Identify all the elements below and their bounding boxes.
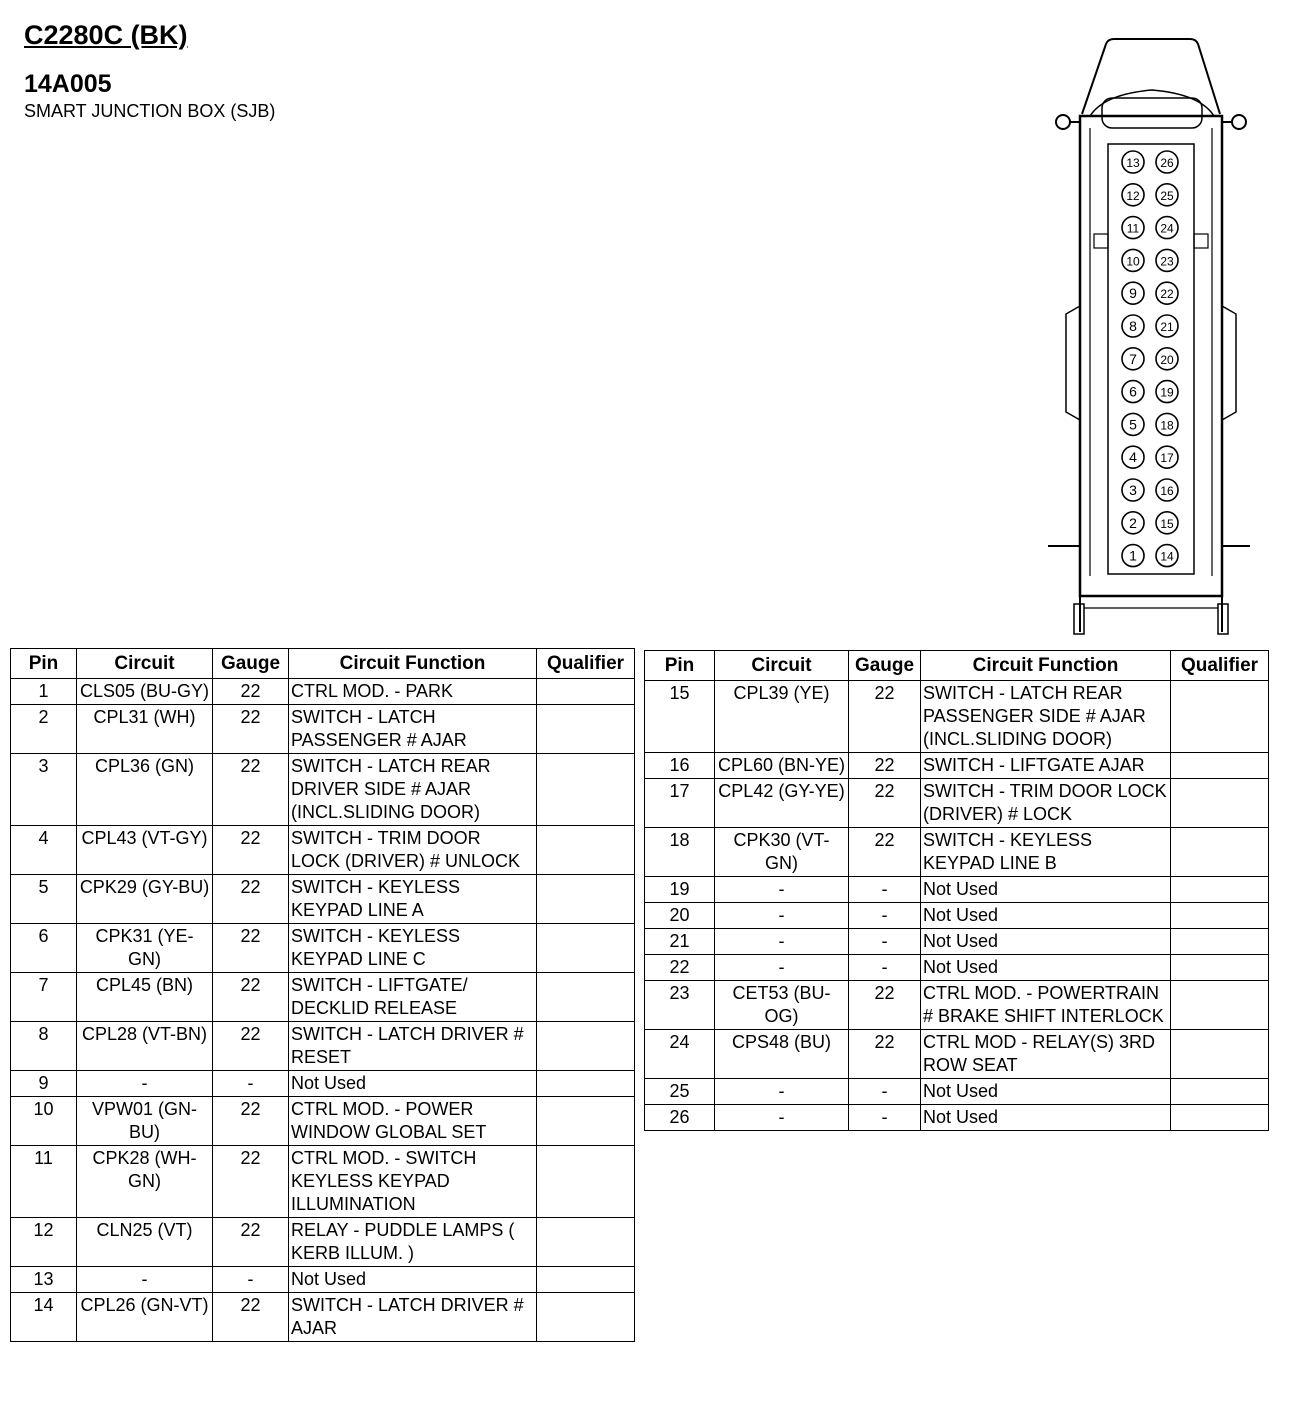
cell-gauge: 22 bbox=[213, 924, 289, 973]
cell-circuit: CPK29 (GY-BU) bbox=[77, 875, 213, 924]
table-row bbox=[645, 877, 1269, 903]
cell-gauge: 22 bbox=[213, 1097, 289, 1146]
cell-gauge: 22 bbox=[213, 973, 289, 1022]
pin-number: 13 bbox=[1126, 156, 1140, 170]
connector-pin bbox=[1122, 249, 1144, 271]
cell-circuit: - bbox=[77, 1267, 213, 1293]
col-header-gauge: Gauge bbox=[213, 649, 289, 679]
cell-gauge: 22 bbox=[849, 1030, 921, 1079]
cell-pin: 6 bbox=[11, 924, 77, 973]
connector-pin bbox=[1156, 184, 1178, 206]
pin-number: 10 bbox=[1126, 254, 1140, 269]
cell-gauge: - bbox=[213, 1071, 289, 1097]
pin-number: 6 bbox=[1129, 383, 1137, 400]
col-header-gauge: Gauge bbox=[849, 651, 921, 681]
connector-body bbox=[1080, 116, 1222, 596]
pin-number: 18 bbox=[1160, 418, 1174, 433]
cell-qualifier bbox=[1171, 955, 1269, 981]
connector-pin bbox=[1122, 446, 1144, 468]
table-row bbox=[11, 973, 635, 1022]
cell-pin: 14 bbox=[11, 1293, 77, 1342]
cell-function: SWITCH - LATCH DRIVER # RESET bbox=[289, 1022, 537, 1071]
connector-pin bbox=[1156, 151, 1178, 173]
connector-pin bbox=[1156, 381, 1178, 403]
cell-qualifier bbox=[537, 679, 635, 705]
cell-pin: 25 bbox=[645, 1079, 715, 1105]
cell-pin: 7 bbox=[11, 973, 77, 1022]
cell-circuit: CPK28 (WH-GN) bbox=[77, 1146, 213, 1218]
table-row bbox=[11, 705, 635, 754]
cell-qualifier bbox=[537, 1267, 635, 1293]
pin-number: 5 bbox=[1129, 416, 1137, 433]
cell-qualifier bbox=[537, 973, 635, 1022]
cell-qualifier bbox=[537, 1293, 635, 1342]
pin-number: 24 bbox=[1160, 221, 1174, 236]
table-row bbox=[645, 753, 1269, 779]
table-row bbox=[645, 681, 1269, 753]
table-row bbox=[11, 754, 635, 826]
col-header-pin: Pin bbox=[11, 649, 77, 679]
connector-pin bbox=[1156, 282, 1178, 304]
pin-number: 25 bbox=[1160, 188, 1174, 203]
cell-pin: 23 bbox=[645, 981, 715, 1030]
connector-pin bbox=[1156, 315, 1178, 337]
cell-function: Not Used bbox=[921, 955, 1171, 981]
cell-circuit: CLS05 (BU-GY) bbox=[77, 679, 213, 705]
cell-circuit: - bbox=[715, 955, 849, 981]
connector-face-diagram bbox=[1044, 36, 1254, 638]
connector-pin bbox=[1156, 413, 1178, 435]
cell-qualifier bbox=[1171, 1079, 1269, 1105]
pin-number: 26 bbox=[1160, 156, 1174, 170]
cell-circuit: - bbox=[715, 877, 849, 903]
cell-qualifier bbox=[537, 754, 635, 826]
cell-qualifier bbox=[537, 1218, 635, 1267]
cell-gauge: - bbox=[849, 1079, 921, 1105]
cell-pin: 13 bbox=[11, 1267, 77, 1293]
table-row bbox=[11, 1146, 635, 1218]
table-row bbox=[11, 1267, 635, 1293]
cell-qualifier bbox=[537, 705, 635, 754]
pin-grid bbox=[1122, 151, 1178, 567]
cell-circuit: CPL26 (GN-VT) bbox=[77, 1293, 213, 1342]
cell-qualifier bbox=[537, 1146, 635, 1218]
cell-qualifier bbox=[537, 1097, 635, 1146]
cell-function: SWITCH - TRIM DOOR LOCK (DRIVER) # UNLOCK bbox=[289, 826, 537, 875]
cell-qualifier bbox=[537, 924, 635, 973]
cell-function: SWITCH - LIFTGATE AJAR bbox=[921, 753, 1171, 779]
cell-pin: 11 bbox=[11, 1146, 77, 1218]
cell-gauge: 22 bbox=[213, 1022, 289, 1071]
cell-gauge: 22 bbox=[213, 826, 289, 875]
cell-pin: 2 bbox=[11, 705, 77, 754]
table-row bbox=[11, 1218, 635, 1267]
pin-number: 3 bbox=[1129, 482, 1137, 498]
cell-gauge: - bbox=[849, 877, 921, 903]
connector-pin bbox=[1156, 512, 1178, 534]
cell-function: Not Used bbox=[289, 1071, 537, 1097]
cell-circuit: - bbox=[77, 1071, 213, 1097]
cell-gauge: 22 bbox=[849, 828, 921, 877]
pin-number: 1 bbox=[1129, 547, 1137, 564]
pin-number: 9 bbox=[1129, 285, 1137, 302]
part-number: 14A005 bbox=[24, 70, 112, 98]
table-row bbox=[11, 1022, 635, 1071]
cell-gauge: 22 bbox=[213, 1146, 289, 1218]
pin-number: 12 bbox=[1126, 188, 1140, 203]
cell-pin: 16 bbox=[645, 753, 715, 779]
cell-function: Not Used bbox=[921, 1079, 1171, 1105]
cell-pin: 15 bbox=[645, 681, 715, 753]
table-row bbox=[645, 779, 1269, 828]
cell-gauge: 22 bbox=[213, 875, 289, 924]
cell-qualifier bbox=[1171, 903, 1269, 929]
cell-circuit: - bbox=[715, 903, 849, 929]
col-header-circuit: Circuit bbox=[77, 649, 213, 679]
pin-number: 22 bbox=[1160, 287, 1174, 302]
table-row bbox=[645, 1079, 1269, 1105]
connector-pin bbox=[1156, 446, 1178, 468]
cell-qualifier bbox=[1171, 828, 1269, 877]
cell-function: Not Used bbox=[921, 929, 1171, 955]
cell-circuit: CPL36 (GN) bbox=[77, 754, 213, 826]
pin-number: 8 bbox=[1129, 318, 1137, 334]
cell-circuit: CPL42 (GY-YE) bbox=[715, 779, 849, 828]
cell-gauge: 22 bbox=[213, 754, 289, 826]
cell-circuit: CPS48 (BU) bbox=[715, 1030, 849, 1079]
cell-function: CTRL MOD. - PARK bbox=[289, 679, 537, 705]
connector-pin bbox=[1122, 348, 1144, 370]
pin-number: 19 bbox=[1160, 385, 1174, 400]
cell-pin: 24 bbox=[645, 1030, 715, 1079]
pinout-table-left bbox=[10, 648, 635, 1342]
cell-qualifier bbox=[1171, 929, 1269, 955]
cell-qualifier bbox=[1171, 1030, 1269, 1079]
cell-pin: 1 bbox=[11, 679, 77, 705]
cell-pin: 9 bbox=[11, 1071, 77, 1097]
cell-function: RELAY - PUDDLE LAMPS ( KERB ILLUM. ) bbox=[289, 1218, 537, 1267]
cell-pin: 12 bbox=[11, 1218, 77, 1267]
cell-pin: 20 bbox=[645, 903, 715, 929]
cell-qualifier bbox=[537, 1071, 635, 1097]
cell-qualifier bbox=[1171, 877, 1269, 903]
cell-function: Not Used bbox=[921, 903, 1171, 929]
col-header-qualifier: Qualifier bbox=[537, 649, 635, 679]
cell-function: SWITCH - KEYLESS KEYPAD LINE C bbox=[289, 924, 537, 973]
cell-function: SWITCH - LATCH REAR PASSENGER SIDE # AJAR (INCL.SLIDING DOOR) bbox=[921, 681, 1171, 753]
connector-pin bbox=[1122, 151, 1144, 173]
col-header-function: Circuit Function bbox=[921, 651, 1171, 681]
col-header-qualifier: Qualifier bbox=[1171, 651, 1269, 681]
connector-pin bbox=[1122, 381, 1144, 403]
pin-number: 17 bbox=[1160, 451, 1174, 466]
cell-function: SWITCH - KEYLESS KEYPAD LINE A bbox=[289, 875, 537, 924]
cell-pin: 22 bbox=[645, 955, 715, 981]
cell-gauge: 22 bbox=[213, 1218, 289, 1267]
cell-function: Not Used bbox=[289, 1267, 537, 1293]
cell-circuit: CET53 (BU-OG) bbox=[715, 981, 849, 1030]
connector-pin bbox=[1156, 249, 1178, 271]
connector-pin bbox=[1122, 184, 1144, 206]
cell-qualifier bbox=[1171, 779, 1269, 828]
cell-function: CTRL MOD. - SWITCH KEYLESS KEYPAD ILLUMINATION bbox=[289, 1146, 537, 1218]
cell-pin: 26 bbox=[645, 1105, 715, 1131]
cell-gauge: 22 bbox=[849, 779, 921, 828]
cell-function: CTRL MOD - RELAY(S) 3RD ROW SEAT bbox=[921, 1030, 1171, 1079]
cell-gauge: 22 bbox=[849, 981, 921, 1030]
pin-number: 15 bbox=[1160, 516, 1174, 531]
pinout-table-right bbox=[644, 650, 1269, 1131]
cell-circuit: CPL39 (YE) bbox=[715, 681, 849, 753]
cell-pin: 19 bbox=[645, 877, 715, 903]
cell-circuit: CPL31 (WH) bbox=[77, 705, 213, 754]
cell-gauge: - bbox=[849, 929, 921, 955]
cell-function: SWITCH - LATCH DRIVER # AJAR bbox=[289, 1293, 537, 1342]
table-header-row bbox=[645, 651, 1269, 681]
cell-gauge: - bbox=[849, 955, 921, 981]
cell-gauge: 22 bbox=[213, 1293, 289, 1342]
cell-function: SWITCH - LATCH REAR DRIVER SIDE # AJAR (INCL.SLIDING DOOR) bbox=[289, 754, 537, 826]
pin-number: 21 bbox=[1160, 320, 1174, 334]
cell-circuit: - bbox=[715, 1079, 849, 1105]
connector-pin bbox=[1122, 282, 1144, 304]
cell-gauge: - bbox=[849, 1105, 921, 1131]
connector-pin bbox=[1122, 315, 1144, 337]
cell-gauge: 22 bbox=[213, 679, 289, 705]
cell-pin: 3 bbox=[11, 754, 77, 826]
connector-pin bbox=[1122, 413, 1144, 435]
cell-pin: 5 bbox=[11, 875, 77, 924]
table-row bbox=[645, 903, 1269, 929]
part-name: SMART JUNCTION BOX (SJB) bbox=[24, 101, 276, 121]
pin-number: 14 bbox=[1160, 549, 1174, 564]
cell-function: SWITCH - LATCH PASSENGER # AJAR bbox=[289, 705, 537, 754]
cell-circuit: CLN25 (VT) bbox=[77, 1218, 213, 1267]
connector-id: C2280C (BK) bbox=[24, 20, 188, 50]
pin-number: 11 bbox=[1126, 221, 1140, 236]
table-row bbox=[11, 924, 635, 973]
cell-function: Not Used bbox=[921, 1105, 1171, 1131]
cell-gauge: - bbox=[213, 1267, 289, 1293]
cell-function: CTRL MOD. - POWERTRAIN # BRAKE SHIFT INTERLOCK bbox=[921, 981, 1171, 1030]
table-row bbox=[645, 929, 1269, 955]
cell-qualifier bbox=[537, 875, 635, 924]
table-row bbox=[645, 981, 1269, 1030]
cell-qualifier bbox=[1171, 1105, 1269, 1131]
cell-circuit: CPL45 (BN) bbox=[77, 973, 213, 1022]
cell-gauge: 22 bbox=[849, 753, 921, 779]
connector-pin bbox=[1122, 479, 1144, 501]
cell-pin: 21 bbox=[645, 929, 715, 955]
table-row bbox=[11, 826, 635, 875]
cell-circuit: CPL60 (BN-YE) bbox=[715, 753, 849, 779]
cell-circuit: VPW01 (GN-BU) bbox=[77, 1097, 213, 1146]
table-row bbox=[645, 955, 1269, 981]
col-header-circuit: Circuit bbox=[715, 651, 849, 681]
connector-pin bbox=[1122, 217, 1144, 239]
pin-number: 7 bbox=[1129, 350, 1137, 367]
cell-gauge: - bbox=[849, 903, 921, 929]
connector-pin bbox=[1156, 545, 1178, 567]
cell-pin: 17 bbox=[645, 779, 715, 828]
cell-function: SWITCH - LIFTGATE/ DECKLID RELEASE bbox=[289, 973, 537, 1022]
table-row bbox=[645, 1030, 1269, 1079]
cell-qualifier bbox=[537, 826, 635, 875]
cell-function: SWITCH - KEYLESS KEYPAD LINE B bbox=[921, 828, 1171, 877]
table-row bbox=[11, 1071, 635, 1097]
connector-pin bbox=[1122, 512, 1144, 534]
cell-circuit: CPL28 (VT-BN) bbox=[77, 1022, 213, 1071]
cell-pin: 18 bbox=[645, 828, 715, 877]
connector-pin bbox=[1156, 217, 1178, 239]
table-row bbox=[645, 1105, 1269, 1131]
connector-pin bbox=[1156, 479, 1178, 501]
pin-number: 23 bbox=[1160, 254, 1174, 269]
cell-circuit: - bbox=[715, 1105, 849, 1131]
pin-number: 4 bbox=[1129, 449, 1137, 466]
cell-circuit: CPK30 (VT-GN) bbox=[715, 828, 849, 877]
cell-gauge: 22 bbox=[213, 705, 289, 754]
table-row bbox=[11, 1097, 635, 1146]
cell-pin: 10 bbox=[11, 1097, 77, 1146]
cell-qualifier bbox=[1171, 981, 1269, 1030]
connector-pin bbox=[1156, 348, 1178, 370]
table-row bbox=[645, 828, 1269, 877]
connector-pin bbox=[1122, 545, 1144, 567]
table-header-row bbox=[11, 649, 635, 679]
cell-circuit: - bbox=[715, 929, 849, 955]
pin-number: 16 bbox=[1160, 484, 1174, 498]
table-row bbox=[11, 1293, 635, 1342]
cell-qualifier bbox=[1171, 753, 1269, 779]
cell-pin: 4 bbox=[11, 826, 77, 875]
cell-function: Not Used bbox=[921, 877, 1171, 903]
pin-number: 2 bbox=[1129, 514, 1137, 531]
table-row bbox=[11, 679, 635, 705]
pin-number: 20 bbox=[1160, 352, 1174, 367]
col-header-function: Circuit Function bbox=[289, 649, 537, 679]
table-row bbox=[11, 875, 635, 924]
cell-circuit: CPK31 (YE-GN) bbox=[77, 924, 213, 973]
cell-qualifier bbox=[1171, 681, 1269, 753]
cell-qualifier bbox=[537, 1022, 635, 1071]
cell-pin: 8 bbox=[11, 1022, 77, 1071]
cell-function: CTRL MOD. - POWER WINDOW GLOBAL SET bbox=[289, 1097, 537, 1146]
col-header-pin: Pin bbox=[645, 651, 715, 681]
cell-function: SWITCH - TRIM DOOR LOCK (DRIVER) # LOCK bbox=[921, 779, 1171, 828]
cell-gauge: 22 bbox=[849, 681, 921, 753]
cell-circuit: CPL43 (VT-GY) bbox=[77, 826, 213, 875]
